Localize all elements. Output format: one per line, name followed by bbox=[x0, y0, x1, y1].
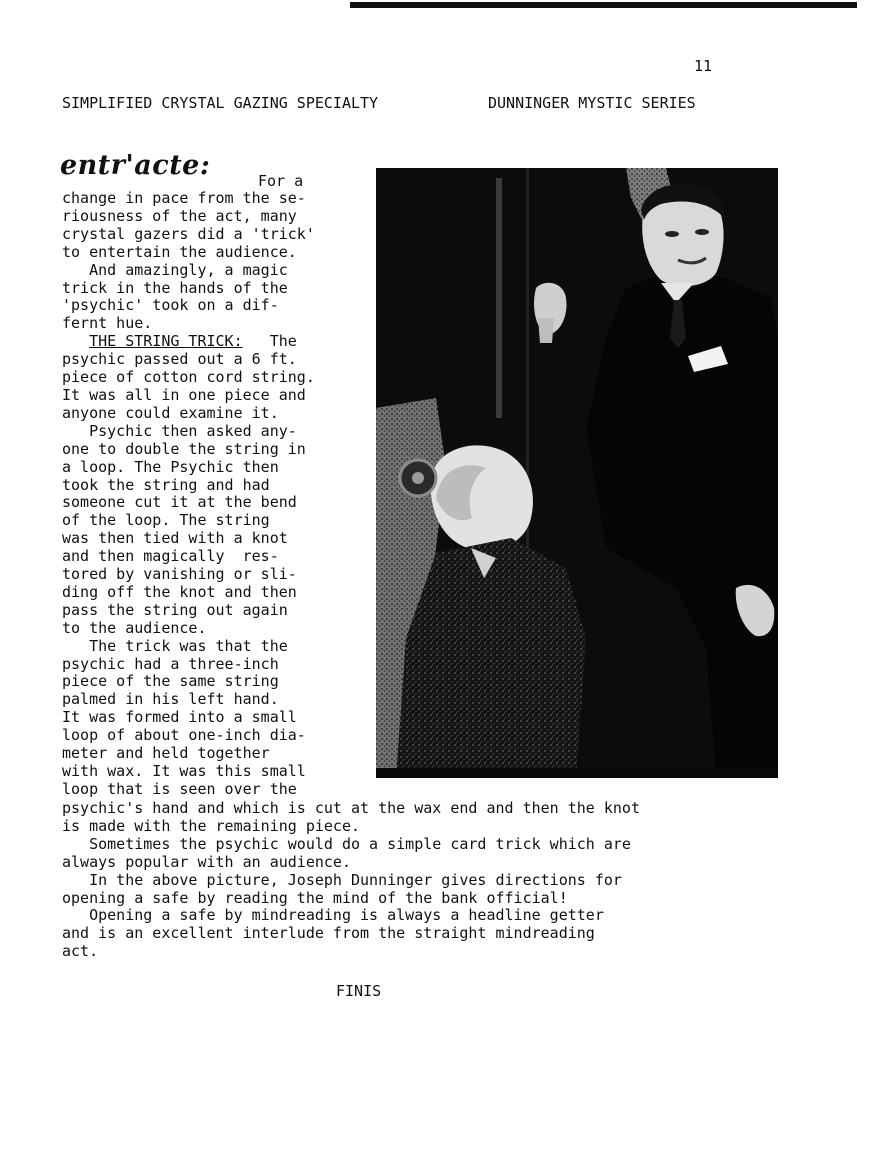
text-line: Sometimes the psychic would do a simple card trick which are bbox=[62, 834, 631, 853]
running-head-right: DUNNINGER MYSTIC SERIES bbox=[488, 94, 696, 112]
text-line: to the audience. bbox=[62, 618, 207, 637]
page-number: 11 bbox=[694, 57, 713, 75]
text-line: opening a safe by reading the mind of the bank official! bbox=[62, 888, 568, 907]
text-line: The trick was that the bbox=[62, 636, 288, 655]
text-line: ding off the knot and then bbox=[62, 582, 297, 601]
text-line: psychic passed out a 6 ft. bbox=[62, 350, 297, 369]
text-line: Opening a safe by mindreading is always a headline getter bbox=[62, 906, 604, 925]
top-rule bbox=[350, 2, 857, 8]
entracte-heading: entr'acte: bbox=[60, 150, 211, 181]
text-line: psychic's hand and which is cut at the wax end and then the knot bbox=[62, 799, 640, 817]
text-line: riousness of the act, many bbox=[62, 206, 297, 225]
text-line: someone cut it at the bend bbox=[62, 493, 297, 512]
text-line: always popular with an audience. bbox=[62, 852, 351, 871]
text-line: And amazingly, a magic bbox=[62, 260, 288, 279]
text-line: of the loop. The string bbox=[62, 511, 270, 530]
text-line: psychic had a three-inch bbox=[62, 654, 279, 673]
string-trick-heading: THE STRING TRICK: bbox=[89, 332, 243, 351]
text-line: tored by vanishing or sli- bbox=[62, 565, 297, 584]
text-line: and is an excellent interlude from the straight mindreading bbox=[62, 924, 595, 943]
text-line: loop that is seen over the bbox=[62, 779, 297, 798]
text-line: piece of cotton cord string. bbox=[62, 368, 315, 387]
text-line: crystal gazers did a 'trick' bbox=[62, 224, 315, 243]
text-line: act. bbox=[62, 942, 99, 961]
finis-label: FINIS bbox=[336, 982, 382, 1000]
text-line: THE STRING TRICK: The bbox=[89, 332, 297, 351]
text-line: trick in the hands of the bbox=[62, 278, 288, 297]
full-width-text bbox=[62, 800, 822, 961]
text-line: palmed in his left hand. bbox=[62, 690, 279, 709]
text-line: loop of about one-inch dia- bbox=[62, 726, 306, 745]
running-head-left: SIMPLIFIED CRYSTAL GAZING SPECIALTY bbox=[62, 94, 379, 112]
text-line: one to double the string in bbox=[62, 439, 306, 458]
text-line: In the above picture, Joseph Dunninger gives directions for bbox=[62, 870, 622, 889]
dunninger-photo bbox=[376, 168, 778, 778]
text-line: It was formed into a small bbox=[62, 708, 297, 727]
heading-lead-text: For a bbox=[258, 172, 304, 190]
text-line: 'psychic' took on a dif- bbox=[62, 296, 279, 315]
text-line: pass the string out again bbox=[62, 600, 288, 619]
text-line: to entertain the audience. bbox=[62, 242, 297, 261]
text-line: It was all in one piece and bbox=[62, 385, 306, 404]
text-line: meter and held together bbox=[62, 744, 270, 763]
text-line: change in pace from the se- bbox=[62, 189, 306, 207]
text-line: Psychic then asked any- bbox=[62, 421, 297, 440]
left-column-text bbox=[62, 190, 382, 799]
text-line: was then tied with a knot bbox=[62, 529, 288, 548]
text-line: and then magically res- bbox=[62, 547, 279, 566]
text-line: anyone could examine it. bbox=[62, 403, 279, 422]
text-line: fernt hue. bbox=[62, 314, 153, 333]
text-line: with wax. It was this small bbox=[62, 762, 306, 780]
text-line: piece of the same string bbox=[62, 672, 279, 691]
text-line: took the string and had bbox=[62, 475, 270, 494]
text-line: is made with the remaining piece. bbox=[62, 816, 361, 835]
text-line: a loop. The Psychic then bbox=[62, 457, 279, 476]
